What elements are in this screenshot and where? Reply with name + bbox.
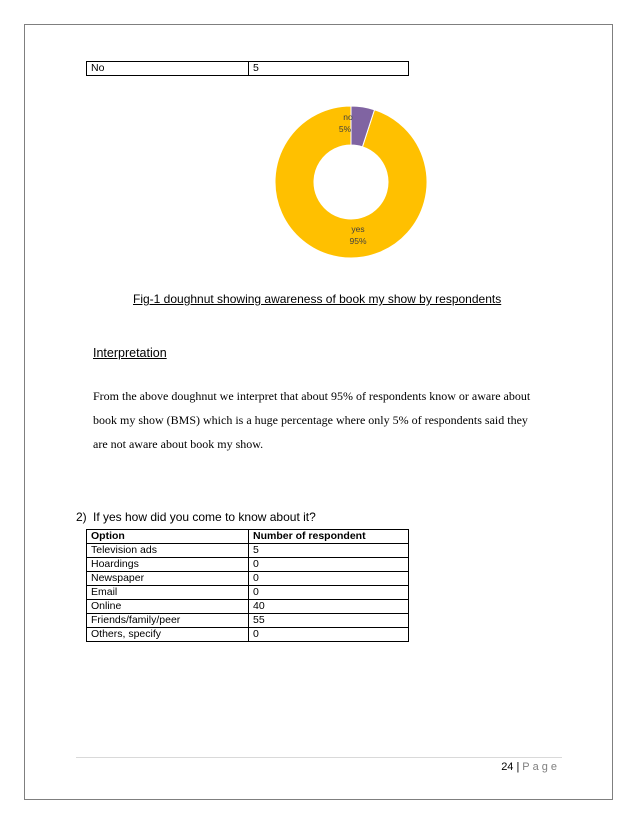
chart-percent-no: 5% [338, 124, 352, 134]
options-table [86, 529, 409, 642]
table-cell-value: 5 [249, 62, 409, 76]
table-row [87, 62, 409, 76]
option-cell: Hoardings [87, 558, 249, 572]
option-cell: Friends/family/peer [87, 614, 249, 628]
table-row [87, 544, 409, 558]
question-text: If yes how did you come to know about it? [93, 510, 316, 524]
option-cell: Online [87, 600, 249, 614]
chart-label-no: no [343, 112, 353, 122]
table-cell-label: No [87, 62, 249, 76]
table-row [87, 572, 409, 586]
top-table [86, 61, 409, 76]
page-number: 24 [501, 761, 514, 773]
count-cell: 0 [249, 586, 409, 600]
interpretation-paragraph [93, 384, 553, 456]
doughnut-chart [268, 99, 434, 265]
table-row [87, 628, 409, 642]
chart-percent-yes: 95% [349, 236, 367, 246]
option-cell: Television ads [87, 544, 249, 558]
question-2 [76, 510, 316, 524]
table-row [87, 586, 409, 600]
figure-caption: Fig-1 doughnut showing awareness of book my show by respondents [133, 292, 502, 306]
page-word: Page [522, 761, 560, 773]
interpretation-line: book my show (BMS) which is a huge percentage where only 5% of respondents said they [93, 413, 528, 427]
interpretation-heading: Interpretation [93, 346, 167, 360]
footer-separator: | [516, 761, 520, 773]
chart-label-yes: yes [351, 224, 365, 234]
count-cell: 55 [249, 614, 409, 628]
column-header-count: Number of respondent [249, 530, 409, 544]
table-row [87, 614, 409, 628]
count-cell: 0 [249, 558, 409, 572]
option-cell: Email [87, 586, 249, 600]
count-cell: 40 [249, 600, 409, 614]
footer-divider [76, 757, 562, 758]
page-footer [501, 761, 560, 773]
table-header-row [87, 530, 409, 544]
count-cell: 0 [249, 572, 409, 586]
interpretation-line: From the above doughnut we interpret that about 95% of respondents know or aware about [93, 389, 531, 403]
count-cell: 0 [249, 628, 409, 642]
interpretation-line: are not aware about book my show. [93, 437, 264, 451]
question-number: 2) [76, 510, 87, 524]
count-cell: 5 [249, 544, 409, 558]
table-row [87, 600, 409, 614]
option-cell: Others, specify [87, 628, 249, 642]
option-cell: Newspaper [87, 572, 249, 586]
column-header-option: Option [87, 530, 249, 544]
table-row [87, 558, 409, 572]
